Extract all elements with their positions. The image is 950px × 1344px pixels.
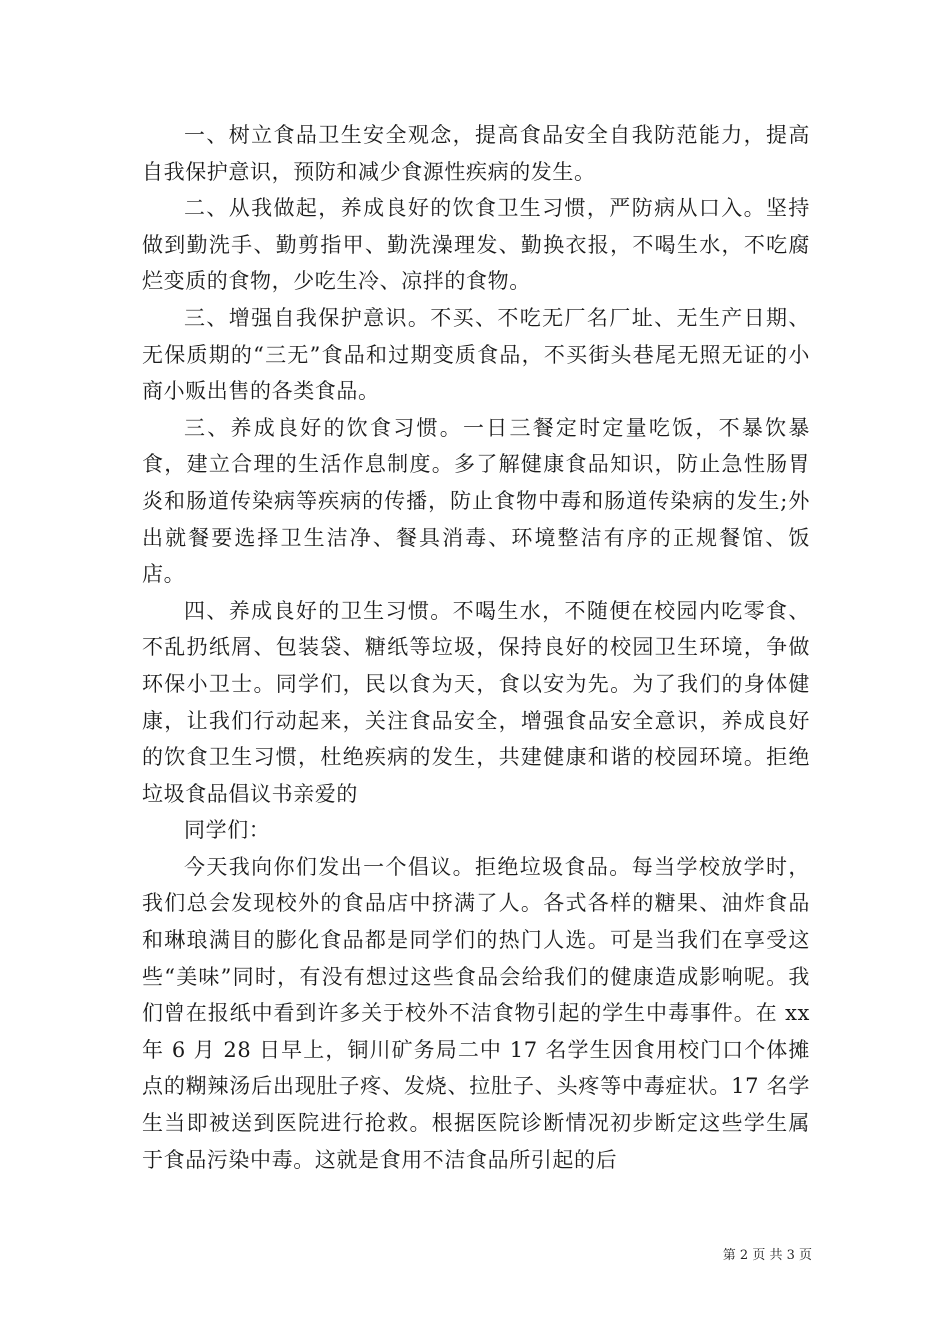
paragraph-5: 四、养成良好的卫生习惯。不喝生水，不随便在校园内吃零食、不乱扔纸屑、包装袋、糖纸等垃圾，保持良好的校园卫生环境，争做环保小卫士。同学们，民以食为天，食以安为先。为了我们的身体健康，让我们行动起来，关注食品安全，增强食品安全意识，养成良好的饮食卫生习惯，杜绝疾病的发生，共建健康和谐的校园环境。拒绝垃圾食品倡议书亲爱的 (142, 598, 810, 806)
page-number-footer: 第 2 页 共 3 页 (722, 1248, 812, 1263)
paragraph-3: 三、增强自我保护意识。不买、不吃无厂名厂址、无生产日期、无保质期的“三无”食品和过期变质食品，不买街头巷尾无照无证的小商小贩出售的各类食品。 (142, 305, 810, 404)
paragraph-1: 一、树立食品卫生安全观念，提高食品安全自我防范能力，提高自我保护意识，预防和减少食源性疾病的发生。 (142, 123, 810, 184)
paragraph-4: 三、养成良好的饮食习惯。一日三餐定时定量吃饭，不暴饮暴食，建立合理的生活作息制度。多了解健康食品知识，防止急性肠胃炎和肠道传染病等疾病的传播，防止食物中毒和肠道传染病的发生;外出就餐要选择卫生洁净、餐具消毒、环境整洁有序的正规餐馆、饭店。 (142, 415, 810, 587)
paragraph-2: 二、从我做起，养成良好的饮食卫生习惯，严防病从口入。坚持做到勤洗手、勤剪指甲、勤洗澡理发、勤换衣报，不喝生水，不吃腐烂变质的食物，少吃生冷、凉拌的食物。 (142, 196, 810, 294)
document-body (142, 117, 810, 1178)
paragraph-6: 同学们： (184, 818, 271, 843)
paragraph-7: 今天我向你们发出一个倡议。拒绝垃圾食品。每当学校放学时，我们总会发现校外的食品店中挤满了人。各式各样的糖果、油炸食品和琳琅满目的膨化食品都是同学们的热门人选。可是当我们在享受这些“美味”同时，有没有想过这些食品会给我们的健康造成影响呢。我们曾在报纸中看到许多关于校外不洁食物引起的学生中毒事件。在 xx 年 6 月 28 日早上，铜川矿务局二中 17 名学生因食用校门口个体摊点的糊辣汤后出现肚子疼、发烧、拉肚子、头疼等中毒症状。17 名学生当即被送到医院进行抢救。根据医院诊断情况初步断定这些学生属于食品污染中毒。这就是食用不洁食品所引起的后 (142, 854, 810, 1172)
